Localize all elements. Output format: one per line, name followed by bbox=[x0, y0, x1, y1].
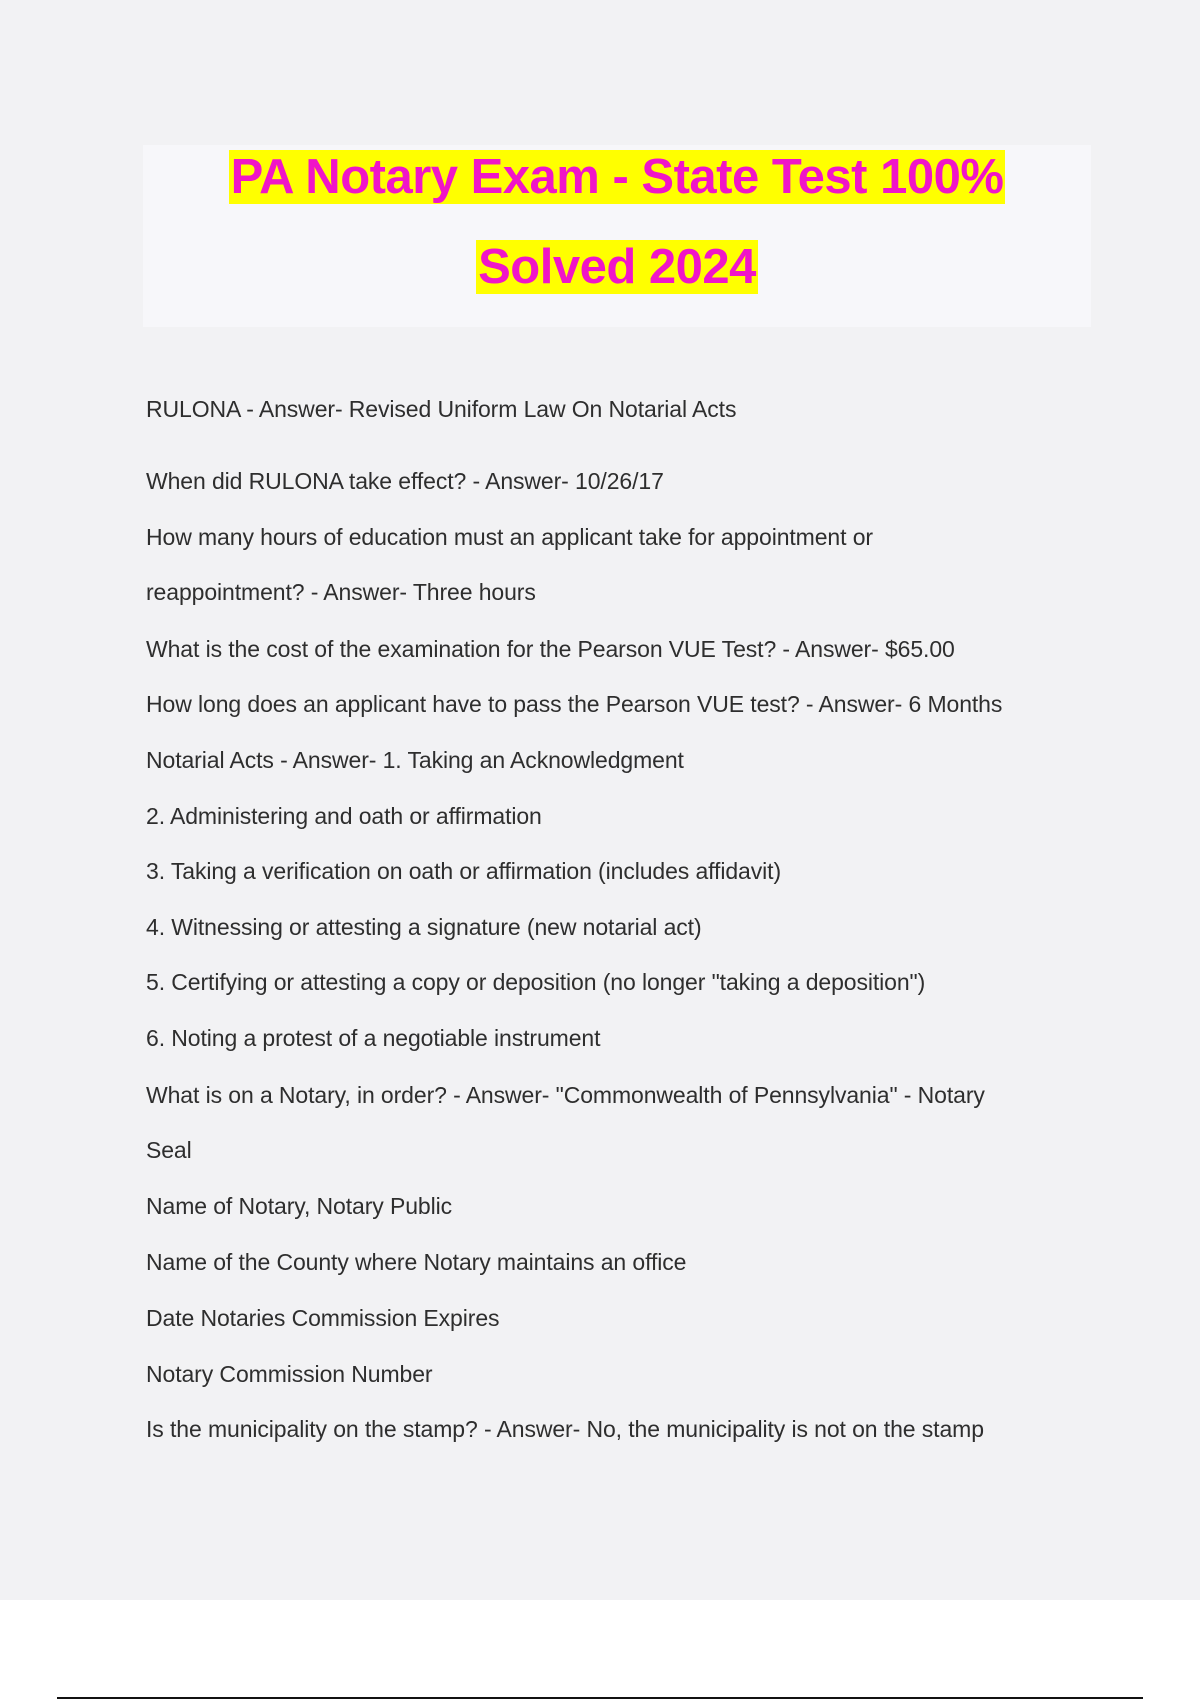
text-line: Name of the County where Notary maintains an office bbox=[146, 1249, 687, 1275]
text-line: Notary Commission Number bbox=[146, 1361, 433, 1387]
title-block bbox=[143, 145, 1091, 327]
text-line: RULONA - Answer- Revised Uniform Law On Notarial Acts bbox=[146, 396, 737, 422]
text-line: 4. Witnessing or attesting a signature (new notarial act) bbox=[146, 914, 702, 940]
text-line: 6. Noting a protest of a negotiable instrument bbox=[146, 1025, 601, 1051]
bottom-divider bbox=[57, 1697, 1143, 1699]
text-line: How long does an applicant have to pass the Pearson VUE test? - Answer- 6 Months bbox=[146, 691, 1003, 717]
text-line: What is on a Notary, in order? - Answer- "Commonwealth of Pennsylvania" - Notary bbox=[146, 1082, 985, 1108]
text-line: When did RULONA take effect? - Answer- 10/26/17 bbox=[146, 468, 664, 494]
text-line: 2. Administering and oath or affirmation bbox=[146, 803, 542, 829]
title-text-2: Solved 2024 bbox=[478, 240, 756, 294]
title-text-1: PA Notary Exam - State Test 100% bbox=[230, 150, 1004, 204]
text-line: Notarial Acts - Answer- 1. Taking an Acknowledgment bbox=[146, 747, 684, 773]
text-line: Name of Notary, Notary Public bbox=[146, 1193, 453, 1219]
text-line: 5. Certifying or attesting a copy or deposition (no longer "taking a deposition") bbox=[146, 969, 926, 995]
text-line: Seal bbox=[146, 1137, 192, 1163]
text-line: Date Notaries Commission Expires bbox=[146, 1305, 500, 1331]
text-line: 3. Taking a verification on oath or affirmation (includes affidavit) bbox=[146, 858, 781, 884]
text-line: How many hours of education must an applicant take for appointment or bbox=[146, 524, 873, 550]
text-line: Is the municipality on the stamp? - Answer- No, the municipality is not on the stamp bbox=[146, 1416, 984, 1442]
title-line-2 bbox=[143, 239, 1091, 295]
text-line: reappointment? - Answer- Three hours bbox=[146, 579, 536, 605]
text-line: What is the cost of the examination for the Pearson VUE Test? - Answer- $65.00 bbox=[146, 636, 955, 662]
title-line-1 bbox=[143, 149, 1091, 205]
